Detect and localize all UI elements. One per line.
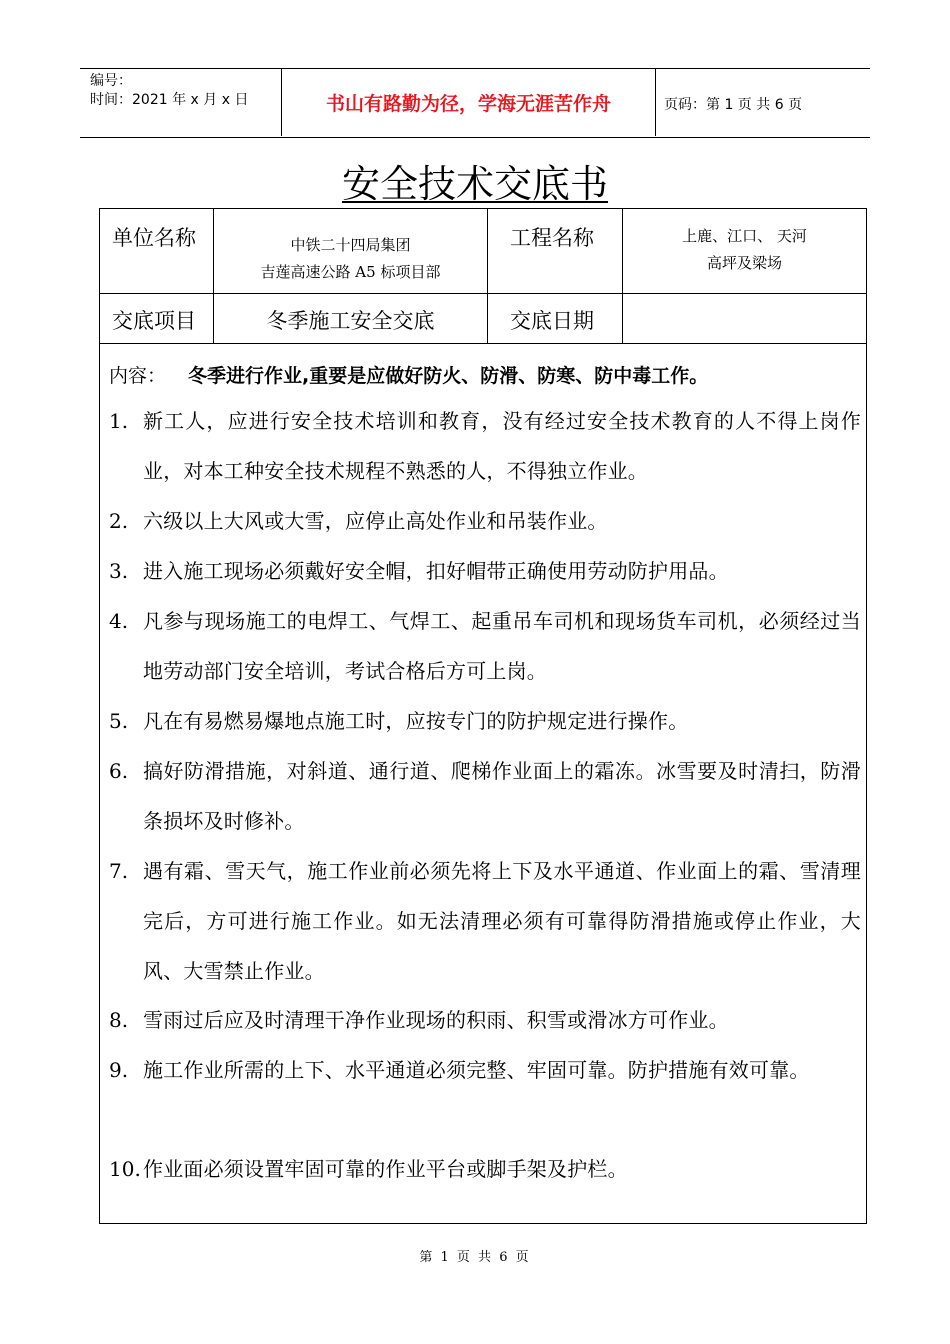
list-item-number: 10. (109, 1157, 141, 1181)
list-item-text: 六级以上大风或大雪，应停止高处作业和吊装作业。 (143, 509, 608, 533)
briefing-table (99, 208, 867, 1224)
list-item-number: 2. (109, 509, 129, 533)
list-item-number: 1. (109, 409, 129, 433)
unit-name-line2: 吉莲高速公路 A5 标项目部 (260, 263, 441, 281)
list-item-text: 遇有霜、雪天气，施工作业前必须先将上下及水平通道、作业面上的霜、雪清理完后，方可进行施工作业。如无法清理必须有可靠得防滑措施或停止作业，大风、大雪禁止作业。 (143, 859, 861, 983)
list-item (109, 1045, 861, 1095)
list-item (109, 496, 861, 546)
list-item-text: 新工人，应进行安全技术培训和教育，没有经过安全技术教育的人不得上岗作业，对本工种安全技术规程不熟悉的人，不得独立作业。 (143, 409, 861, 483)
list-item (109, 995, 861, 1045)
list-item-text: 凡参与现场施工的电焊工、气焊工、起重吊车司机和现场货车司机，必须经过当地劳动部门安全培训，考试合格后方可上岗。 (143, 609, 861, 683)
list-item (109, 546, 861, 596)
unit-name-value (214, 232, 487, 286)
list-item (109, 746, 861, 846)
content-lead: 冬季进行作业,重要是应做好防火、防滑、防寒、防中毒工作。 (188, 365, 709, 387)
header-meta (90, 72, 248, 110)
header-page-info: 页码：第 1 页 共 6 页 (664, 97, 803, 113)
table-row-divider (100, 343, 866, 344)
table-column-divider (487, 209, 488, 343)
page-header (80, 68, 870, 138)
list-item-number: 4. (109, 609, 129, 633)
list-item-number: 7. (109, 859, 129, 883)
list-item-number: 9. (109, 1058, 129, 1082)
list-item-text: 施工作业所需的上下、水平通道必须完整、牢固可靠。防护措施有效可靠。 (143, 1058, 810, 1082)
table-row-divider (100, 293, 866, 294)
list-item-number: 8. (109, 1008, 129, 1032)
list-item (109, 696, 861, 746)
header-slogan: 书山有路勤为径，学海无涯苦作舟 (281, 69, 656, 136)
unit-name-label: 单位名称 (112, 226, 196, 250)
list-item-number: 3. (109, 559, 129, 583)
content-heading (109, 361, 708, 388)
list-item-text: 进入施工现场必须戴好安全帽，扣好帽带正确使用劳动防护用品。 (143, 559, 729, 583)
briefing-item-label: 交底项目 (112, 309, 196, 333)
list-item (109, 596, 861, 696)
unit-name-line1: 中铁二十四局集团 (290, 236, 411, 254)
list-item-text: 凡在有易燃易爆地点施工时，应按专门的防护规定进行操作。 (143, 709, 689, 733)
project-name-line2: 高坪及梁场 (706, 254, 782, 272)
document-title-text: 安全技术交底书 (341, 162, 608, 206)
list-item-text: 搞好防滑措施，对斜道、通行道、爬梯作业面上的霜冻。冰雪要及时清扫，防滑条损坏及时修补。 (143, 759, 861, 833)
content-label: 内容： (109, 365, 167, 387)
list-item (109, 846, 861, 996)
page-footer: 第 1 页 共 6 页 (419, 1250, 531, 1265)
document-title (0, 160, 950, 208)
project-name-label: 工程名称 (510, 226, 594, 250)
document-number-label: 编号： (90, 73, 132, 89)
briefing-item-value: 冬季施工安全交底 (266, 309, 435, 333)
list-item-number: 5. (109, 709, 129, 733)
project-name-value (623, 223, 866, 277)
list-item-number: 6. (109, 759, 129, 783)
list-item-text: 雪雨过后应及时清理干净作业现场的积雨、积雪或滑冰方可作业。 (143, 1008, 729, 1032)
list-item (109, 1144, 861, 1194)
document-time-label: 时间：2021 年 x 月 x 日 (90, 92, 249, 108)
project-name-line1: 上鹿、江口、 天河 (682, 227, 807, 245)
list-item-text: 作业面必须设置牢固可靠的作业平台或脚手架及护栏。 (143, 1157, 628, 1181)
briefing-date-label: 交底日期 (510, 309, 594, 333)
list-item (109, 396, 861, 496)
